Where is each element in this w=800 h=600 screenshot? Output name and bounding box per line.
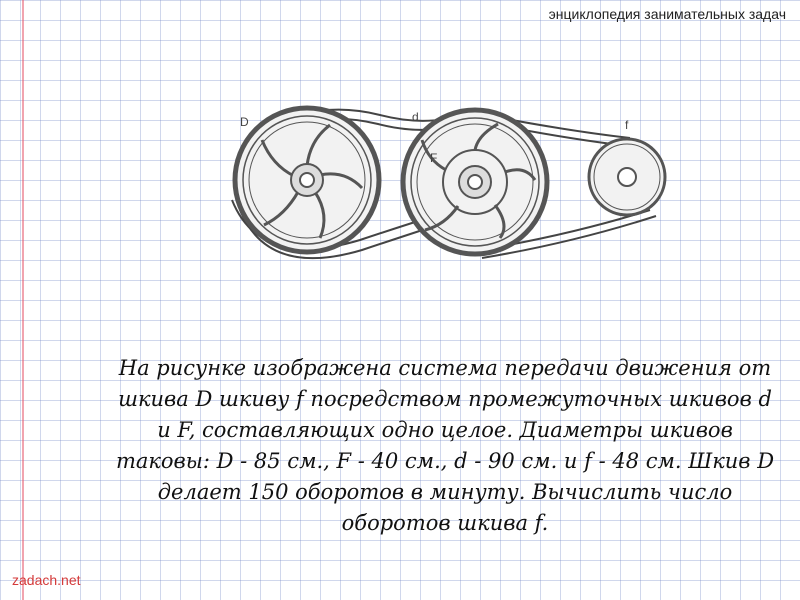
- label-d: d: [412, 110, 419, 124]
- label-D: D: [240, 115, 249, 129]
- site-url[interactable]: zadach.net: [12, 572, 81, 588]
- pulley-D: [235, 108, 379, 252]
- label-f: f: [625, 118, 629, 132]
- site-title: энциклопедия занимательных задач: [548, 6, 786, 22]
- pulley-f: [589, 139, 665, 215]
- problem-statement: На рисунке изображена система передачи движения от шкива D шкиву f посредством промежуточных шкивов d и F, составляющих одно целое. Диаметры шкивов таковы: D - 85 см., F - 40 см., d - 90 см. и f - 48 см. Шкив D делает 150 оборотов в минуту. Вычислить число оборотов шкива f.: [115, 356, 775, 535]
- label-F: F: [430, 151, 438, 165]
- pulley-d-F: [403, 110, 547, 254]
